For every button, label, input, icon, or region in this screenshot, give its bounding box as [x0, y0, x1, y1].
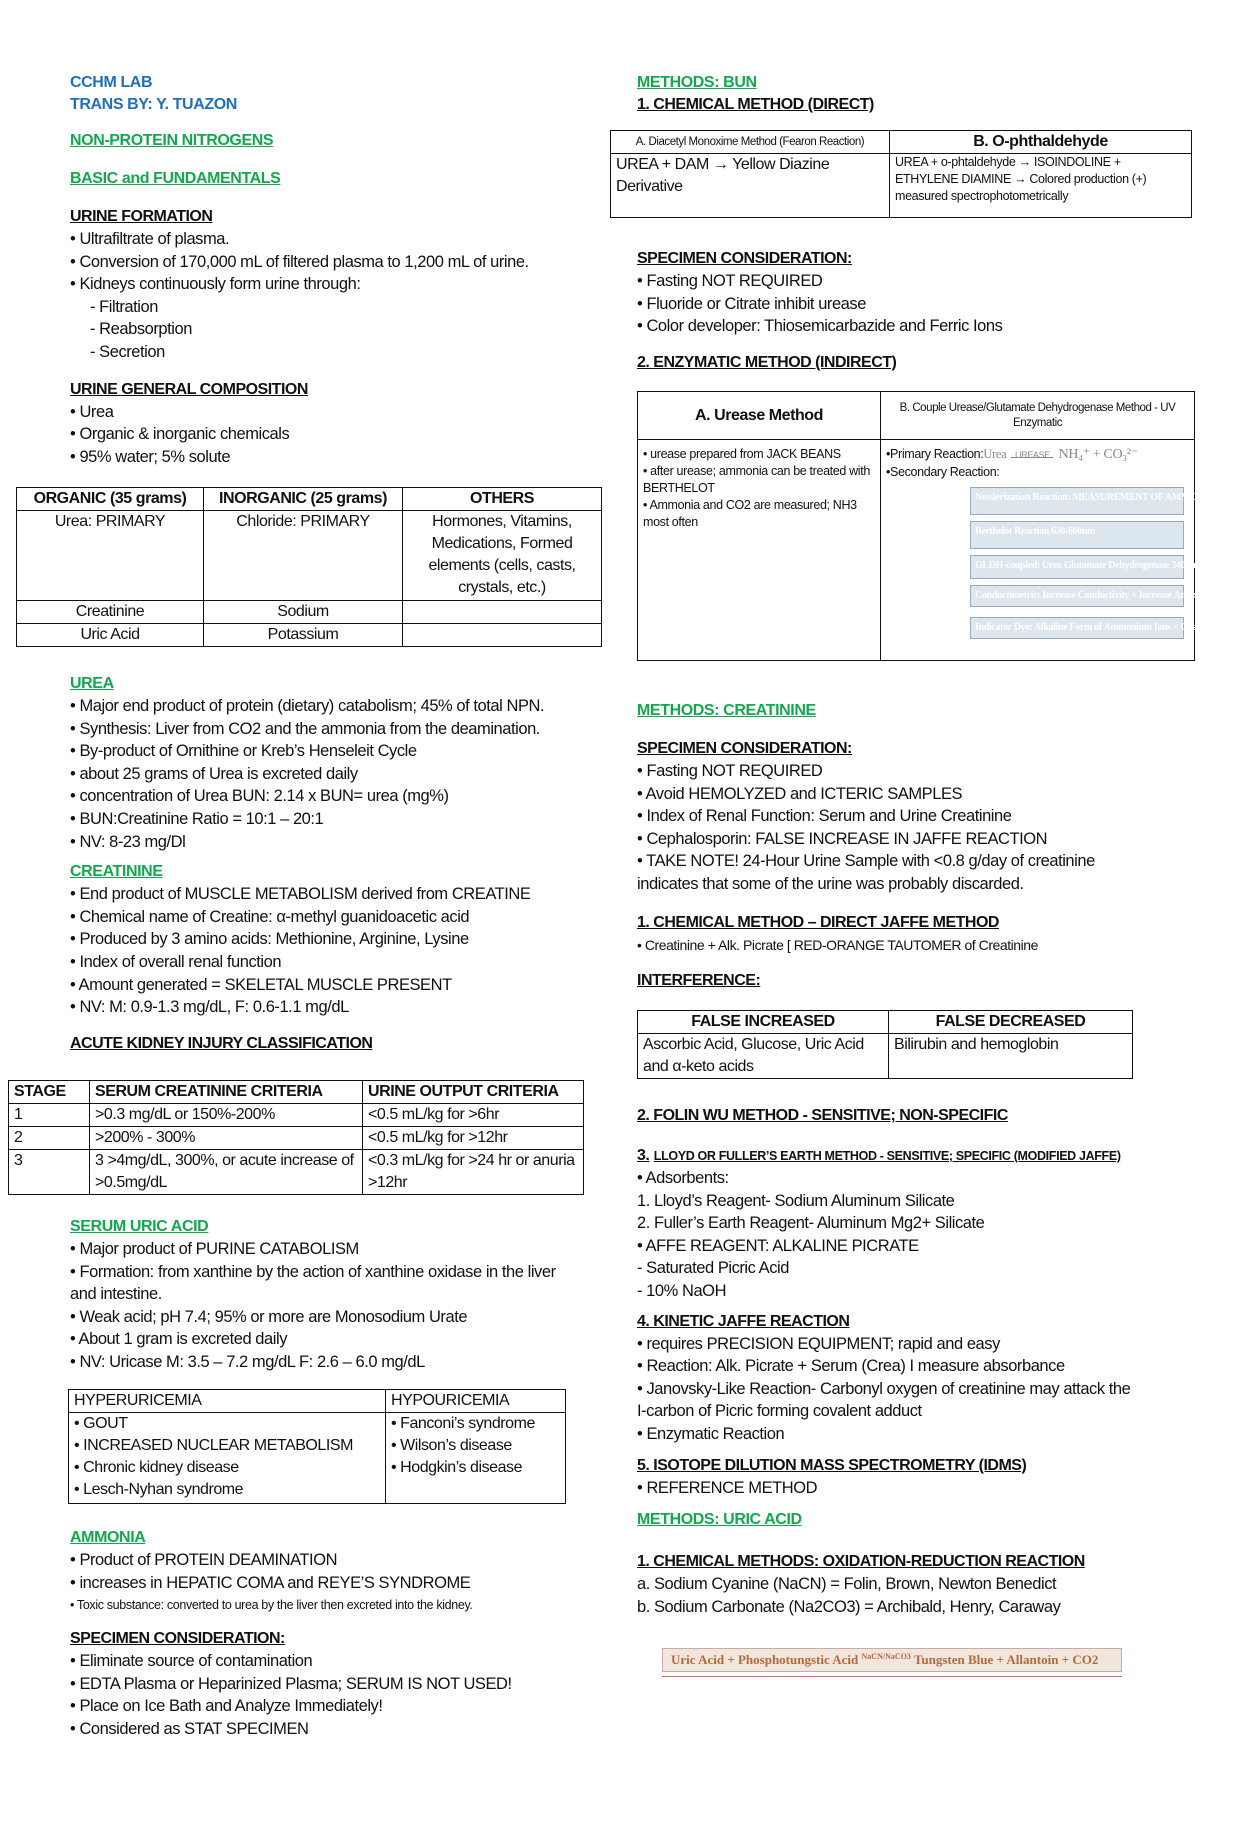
list-item: • Index of Renal Function: Serum and Urine Creatinine — [637, 807, 1012, 826]
list-item: • 95% water; 5% solute — [70, 447, 231, 466]
table-row — [9, 1150, 584, 1195]
reaction-image: Indicator Dye: Alkaline Form of Ammonium Ions = Change in pH — [970, 617, 1184, 639]
list-item: 2. Fuller’s Earth Reagent- Aluminum Mg2+ Silicate — [637, 1214, 985, 1233]
table-cell — [881, 440, 1258, 661]
table-cell: <0.5 mL/kg for >12hr — [363, 1127, 584, 1150]
left-column-3 — [70, 1216, 570, 1374]
specimen-heading: SPECIMEN CONSIDERATION: — [637, 740, 852, 757]
table-row — [9, 1104, 584, 1127]
table-cell: <0.3 mL/kg for >24 hr or anuria >12hr — [363, 1150, 584, 1195]
ammonia-heading: AMMONIA — [70, 1529, 146, 1546]
right-column-2 — [637, 248, 1137, 374]
bun-chemical-table — [610, 130, 1192, 218]
basic-heading: BASIC and FUNDAMENTALS — [70, 170, 281, 187]
urine-formation-heading: URINE FORMATION — [70, 208, 213, 225]
list-item: • Kidneys continuously form urine through: — [70, 275, 361, 294]
list-item: • Index of overall renal function — [70, 952, 282, 971]
list-item: • Avoid HEMOLYZED and ICTERIC SAMPLES — [637, 784, 963, 803]
list-item: • Chronic kidney disease — [74, 1459, 239, 1476]
lloyd-title: LLOYD OR FULLER’S EARTH METHOD - SENSITIVE; SPECIFIC (MODIFIED JAFFE) — [653, 1149, 1121, 1163]
table-cell: Uric Acid — [17, 624, 204, 647]
list-item: • Urea — [70, 402, 114, 421]
table-cell: >0.3 mg/dL or 150%-200% — [90, 1104, 363, 1127]
urine-composition-heading: URINE GENERAL COMPOSITION — [70, 380, 308, 398]
left-column — [70, 72, 610, 476]
list-item: • Janovsky-Like Reaction- Carbonyl oxygen of creatinine may attack the I-carbon of Picric forming covalent adduct — [637, 1379, 1131, 1421]
list-item: a. Sodium Cyanine (NaCN) = Folin, Brown, Newton Benedict — [637, 1575, 1057, 1594]
list-item: • TAKE NOTE! 24-Hour Urine Sample with <0.8 g/day of creatinine indicates that some of the urine was probably discarded. — [637, 852, 1095, 893]
list-item: - Secretion — [90, 342, 165, 361]
list-item: • Eliminate source of contamination — [70, 1652, 313, 1671]
creatinine-heading: CREATININE — [70, 863, 163, 881]
list-item: • Place on Ice Bath and Analyze Immediately! — [70, 1697, 383, 1716]
list-item: • Conversion of 170,000 mL of filtered plasma to 1,200 mL of urine. — [70, 252, 529, 271]
arrow-line — [1011, 457, 1053, 458]
table-header: HYPOURICEMIA — [386, 1390, 566, 1413]
list-item: • about 25 grams of Urea is excreted daily — [70, 764, 358, 783]
table-cell: 3 >4mg/dL, 300%, or acute increase of >0.5mg/dL — [90, 1150, 363, 1195]
list-item: • Ultrafiltrate of plasma. — [70, 230, 230, 248]
table-header: B. Couple Urease/Glutamate Dehydrogenase Method - UV Enzymatic — [881, 392, 1195, 440]
table-cell — [403, 624, 602, 647]
enzymatic-heading: 2. ENZYMATIC METHOD (INDIRECT) — [637, 353, 897, 371]
list-item: • Reaction: Alk. Picrate + Serum (Crea) I measure absorbance — [637, 1357, 1065, 1376]
reaction-image: Nesslerization Reaction: MEASUREMENT OF AMMONIA — [970, 487, 1184, 515]
list-item: • Synthesis: Liver from CO2 and the ammonia from the deamination. — [70, 719, 540, 738]
folin-heading: 2. FOLIN WU METHOD - SENSITIVE; NON-SPECIFIC — [637, 1107, 1008, 1124]
condition: NaCN/NaCO3 — [861, 1652, 911, 1661]
table-cell: UREA + o-phtaldehyde → ISOINDOLINE + ETHYLENE DIAMINE → Colored production (+) measured spectrophotometrically — [890, 154, 1192, 218]
table-cell: UREA + DAM → Yellow Diazine Derivative — [611, 154, 890, 218]
interference-heading: INTERFERENCE: — [637, 972, 761, 990]
list-item: • Amount generated = SKELETAL MUSCLE PRESENT — [70, 975, 452, 994]
table-cell: 1 — [9, 1104, 90, 1127]
list-item: • Chemical name of Creatine: α-methyl guanidoacetic acid — [70, 907, 470, 926]
list-item: • By-product of Ornithine or Kreb’s Henseleit Cycle — [70, 742, 417, 761]
primary-label: •Primary Reaction: — [886, 447, 984, 461]
right-column — [637, 72, 1137, 116]
table-cell: Bilirubin and hemoglobin — [889, 1034, 1133, 1079]
list-item: • Fasting NOT REQUIRED — [637, 762, 823, 780]
reaction-image: GLDH-coupled: Urea Glutamate Dehydrogenase 340nm — [970, 555, 1184, 579]
list-item: • Major end product of protein (dietary) catabolism; 45% of total NPN. — [70, 697, 545, 715]
reactions-image — [970, 487, 1258, 639]
table-cell: >200% - 300% — [90, 1127, 363, 1150]
uric-acid-methods-heading: METHODS: URIC ACID — [637, 1511, 802, 1529]
uric-acid-heading: SERUM URIC ACID — [70, 1218, 209, 1235]
table-header: B. O-phthaldehyde — [890, 131, 1192, 154]
reactants: Uric Acid + Phosphotungstic Acid — [671, 1652, 859, 1667]
list-item: • requires PRECISION EQUIPMENT; rapid and easy — [637, 1334, 1000, 1353]
list-item: • Wilson’s disease — [391, 1437, 512, 1454]
table-row — [9, 1127, 584, 1150]
list-item: • Produced by 3 amino acids: Methionine, Arginine, Lysine — [70, 930, 469, 949]
list-item: • GOUT — [74, 1415, 128, 1432]
list-item: • Product of PROTEIN DEAMINATION — [70, 1551, 338, 1569]
table-header: ORGANIC (35 grams) — [17, 488, 204, 511]
list-item: - Reabsorption — [90, 320, 192, 339]
list-item: - Filtration — [90, 297, 158, 316]
table-cell: Hormones, Vitamins, Medications, Formed elements (cells, casts, crystals, etc.) — [403, 511, 602, 601]
primary-reaction — [886, 446, 1189, 464]
right-column-3 — [637, 700, 1197, 992]
list-item: • Cephalosporin: FALSE INCREASE IN JAFFE REACTION — [637, 829, 1048, 848]
list-item: • after urease; ammonia can be treated with BERTHELOT — [643, 464, 870, 495]
urease-label: UREASE — [1014, 450, 1050, 460]
list-item: • EDTA Plasma or Heparinized Plasma; SERUM IS NOT USED! — [70, 1674, 512, 1693]
table-cell — [638, 440, 881, 661]
list-item: - 10% NaOH — [637, 1281, 727, 1300]
list-item: 1. Lloyd’s Reagent- Sodium Aluminum Silicate — [637, 1191, 955, 1210]
table-header: URINE OUTPUT CRITERIA — [363, 1081, 584, 1104]
products: NH₄⁺ + CO₃²⁻ — [1058, 447, 1138, 462]
list-item: • Fasting NOT REQUIRED — [637, 272, 823, 290]
table-cell: 3 — [9, 1150, 90, 1195]
lloyd-number: 3. — [637, 1147, 650, 1164]
list-item: • Creatinine + Alk. Picrate [ RED-ORANGE TAUTOMER of Creatinine — [637, 936, 1038, 953]
specimen-heading: SPECIMEN CONSIDERATION: — [637, 250, 852, 267]
list-item: • NV: M: 0.9-1.3 mg/dL, F: 0.6-1.1 mg/dL — [70, 998, 349, 1017]
list-item: • increases in HEPATIC COMA and REYE’S SYNDROME — [70, 1573, 471, 1592]
interference-table — [637, 1010, 1133, 1079]
list-item: • REFERENCE METHOD — [637, 1478, 818, 1497]
urea-heading: UREA — [70, 675, 114, 692]
list-item: • Weak acid; pH 7.4; 95% or more are Monosodium Urate — [70, 1307, 468, 1326]
npn-heading: NON-PROTEIN NITROGENS — [70, 132, 274, 149]
table-header: A. Urease Method — [638, 392, 881, 440]
table-cell — [403, 601, 602, 624]
list-item: • Lesch-Nyhan syndrome — [74, 1481, 244, 1498]
reaction-image: Berthelot Reaction 630-660nm — [970, 521, 1184, 549]
left-column-2 — [70, 673, 610, 1055]
list-item: • Organic & inorganic chemicals — [70, 425, 290, 444]
table-cell: Urea: PRIMARY — [17, 511, 204, 601]
urea-word: Urea — [983, 447, 1007, 461]
aki-heading: ACUTE KIDNEY INJURY CLASSIFICATION — [70, 1034, 373, 1052]
table-cell: Ascorbic Acid, Glucose, Uric Acid and α-keto acids — [638, 1034, 889, 1079]
table-cell — [69, 1413, 386, 1504]
table-cell: Chloride: PRIMARY — [204, 511, 403, 601]
course-title: CCHM LAB — [70, 74, 153, 91]
jaffe-heading: 1. CHEMICAL METHOD – DIRECT JAFFE METHOD — [637, 913, 999, 931]
list-item: • End product of MUSCLE METABOLISM derived from CREATINE — [70, 885, 531, 904]
list-item: • Major product of PURINE CATABOLISM — [70, 1240, 359, 1258]
bun-methods-heading: METHODS: BUN — [637, 74, 757, 91]
table-header: STAGE — [9, 1081, 90, 1104]
list-item: • Ammonia and CO2 are measured; NH3 most often — [643, 498, 857, 529]
list-item: • Color developer: Thiosemicarbazide and Ferric Ions — [637, 317, 1003, 336]
composition-table — [16, 487, 602, 647]
list-item: • Formation: from xanthine by the action of xanthine oxidase in the liver and intestine. — [70, 1262, 556, 1304]
table-header: FALSE INCREASED — [638, 1011, 889, 1034]
reaction-ribbon — [662, 1648, 1122, 1672]
lloyd-heading — [637, 1145, 1197, 1167]
left-column-4 — [70, 1527, 610, 1741]
table-cell: Sodium — [204, 601, 403, 624]
reaction-image: Conductimetric: Increase Conductivity = Increase Ammonia Formation — [970, 585, 1184, 607]
table-header: HYPERURICEMIA — [69, 1390, 386, 1413]
list-item: • INCREASED NUCLEAR METABOLISM — [74, 1437, 353, 1454]
kinetic-heading: 4. KINETIC JAFFE REACTION — [637, 1312, 850, 1330]
table-header: A. Diacetyl Monoxime Method (Fearon Reaction) — [611, 131, 890, 154]
table-header: SERUM CREATININE CRITERIA — [90, 1081, 363, 1104]
list-item: • Considered as STAT SPECIMEN — [70, 1719, 309, 1738]
uricemia-table — [68, 1389, 566, 1504]
table-header: OTHERS — [403, 488, 602, 511]
ribbon-products: Tungsten Blue + Allantoin + CO2 — [913, 1652, 1099, 1667]
list-item: • Enzymatic Reaction — [637, 1424, 785, 1443]
table-cell: Potassium — [204, 624, 403, 647]
table-cell: <0.5 mL/kg for >6hr — [363, 1104, 584, 1127]
list-item: • Fanconi’s syndrome — [391, 1415, 535, 1432]
list-item: • NV: Uricase M: 3.5 – 7.2 mg/dL F: 2.6 – 6.0 mg/dL — [70, 1352, 425, 1371]
list-item: • urease prepared from JACK BEANS — [643, 447, 841, 461]
list-item: • BUN:Creatinine Ratio = 10:1 – 20:1 — [70, 809, 324, 828]
list-item: b. Sodium Carbonate (Na2CO3) = Archibald, Henry, Caraway — [637, 1597, 1061, 1616]
list-item: • Toxic substance: converted to urea by the liver then excreted into the kidney. — [70, 1598, 473, 1613]
aki-table — [8, 1080, 584, 1195]
list-item: • Adsorbents: — [637, 1169, 729, 1187]
reaction-arrow — [1009, 447, 1055, 464]
list-item: • Hodgkin’s disease — [391, 1459, 523, 1476]
trans-by: TRANS BY: Y. TUAZON — [70, 96, 237, 113]
table-header: FALSE DECREASED — [889, 1011, 1133, 1034]
table-cell — [386, 1413, 566, 1504]
bun-chem-heading: 1. CHEMICAL METHOD (DIRECT) — [637, 96, 874, 113]
specimen-heading: SPECIMEN CONSIDERATION: — [70, 1630, 285, 1648]
oxidation-heading: 1. CHEMICAL METHODS: OXIDATION-REDUCTION REACTION — [637, 1553, 1085, 1571]
uric-acid-reaction-image — [662, 1648, 1122, 1677]
list-item: • About 1 gram is excreted daily — [70, 1330, 287, 1349]
list-item: - Saturated Picric Acid — [637, 1259, 789, 1278]
table-cell: Creatinine — [17, 601, 204, 624]
secondary-reaction: •Secondary Reaction: — [886, 465, 1000, 479]
list-item: • Fluoride or Citrate inhibit urease — [637, 294, 866, 313]
table-header: INORGANIC (25 grams) — [204, 488, 403, 511]
list-item: • AFFE REAGENT: ALKALINE PICRATE — [637, 1236, 919, 1255]
creatinine-methods-heading: METHODS: CREATININE — [637, 702, 816, 719]
enzymatic-table — [637, 391, 1258, 661]
table-cell: 2 — [9, 1127, 90, 1150]
right-column-4 — [637, 1105, 1197, 1618]
underline-rule — [662, 1676, 1122, 1677]
list-item: • NV: 8-23 mg/Dl — [70, 832, 186, 851]
idms-heading: 5. ISOTOPE DILUTION MASS SPECTROMETRY (IDMS) — [637, 1456, 1027, 1474]
list-item: • concentration of Urea BUN: 2.14 x BUN= urea (mg%) — [70, 787, 449, 806]
